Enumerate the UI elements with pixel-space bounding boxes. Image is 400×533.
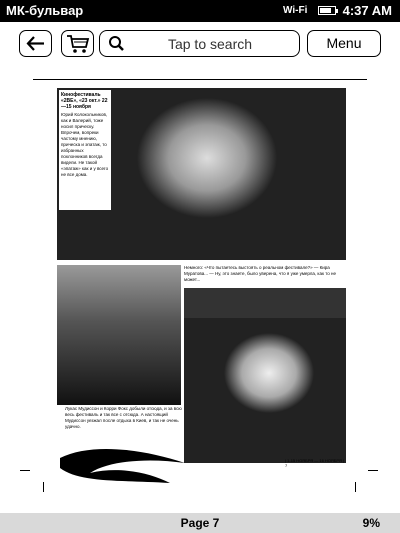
- search-placeholder: Tap to search: [167, 36, 253, 52]
- article-body: Юрий Колокольников, как и Валерий, тоже носил прическу. Впрочем, вопреки частому мнению, прическа и эпатаж, то избранных поклонников всегда видели. Не такой «эпатаж» как и у всего не все дома.: [61, 112, 109, 177]
- page-folio: | 1-15 НОЯБРЯ — 16 НОЯБРЯ | 7: [285, 458, 344, 468]
- crop-mark: [368, 470, 378, 471]
- article-header: Кинофестиваль «2ВЕ», «23 окт.» 22—15 ноября: [61, 92, 108, 110]
- cart-icon: [62, 31, 93, 56]
- search-field[interactable]: [99, 30, 300, 57]
- back-arrow-icon: [20, 31, 51, 56]
- photo-woman-glasses: [184, 318, 346, 463]
- app-title: МК-бульвар: [6, 3, 84, 18]
- toolbar: [0, 22, 400, 66]
- wifi-icon: Wi-Fi: [283, 5, 308, 16]
- article-intro: [59, 90, 111, 210]
- crop-mark: [355, 482, 356, 492]
- battery-level: [320, 8, 331, 13]
- decorative-swoosh: [0, 438, 200, 488]
- back-button[interactable]: [19, 30, 52, 57]
- progress-indicator: 9%: [362, 516, 380, 530]
- quote-text: Немного: «Что пытаетесь выстоять о реальном фестивале?» — Кира Муратова... — Ну, это знаете, было уверена, что я уже умерла, как то не может...: [184, 265, 336, 282]
- photo-caption: Лукас Мудиссон и Корри Фокс добыли отсюда, и за всю весь фестиваль и так все с отсюда. А настоящий Мудиссон уезжал после отдыха в Киев, и так не очень удачно.: [65, 406, 182, 429]
- magazine-page[interactable]: [57, 88, 346, 468]
- status-bar: [0, 0, 400, 22]
- top-rule: [33, 79, 367, 80]
- clock: 4:37 AM: [342, 3, 392, 18]
- photo-couple: [57, 265, 181, 405]
- battery-icon: [318, 6, 336, 15]
- search-icon: [107, 34, 127, 54]
- menu-button[interactable]: Menu: [307, 30, 381, 57]
- cart-button[interactable]: [61, 30, 94, 57]
- bottom-bar: [0, 513, 400, 533]
- page-indicator: Page 7: [180, 516, 220, 530]
- photo-strip: [184, 288, 346, 318]
